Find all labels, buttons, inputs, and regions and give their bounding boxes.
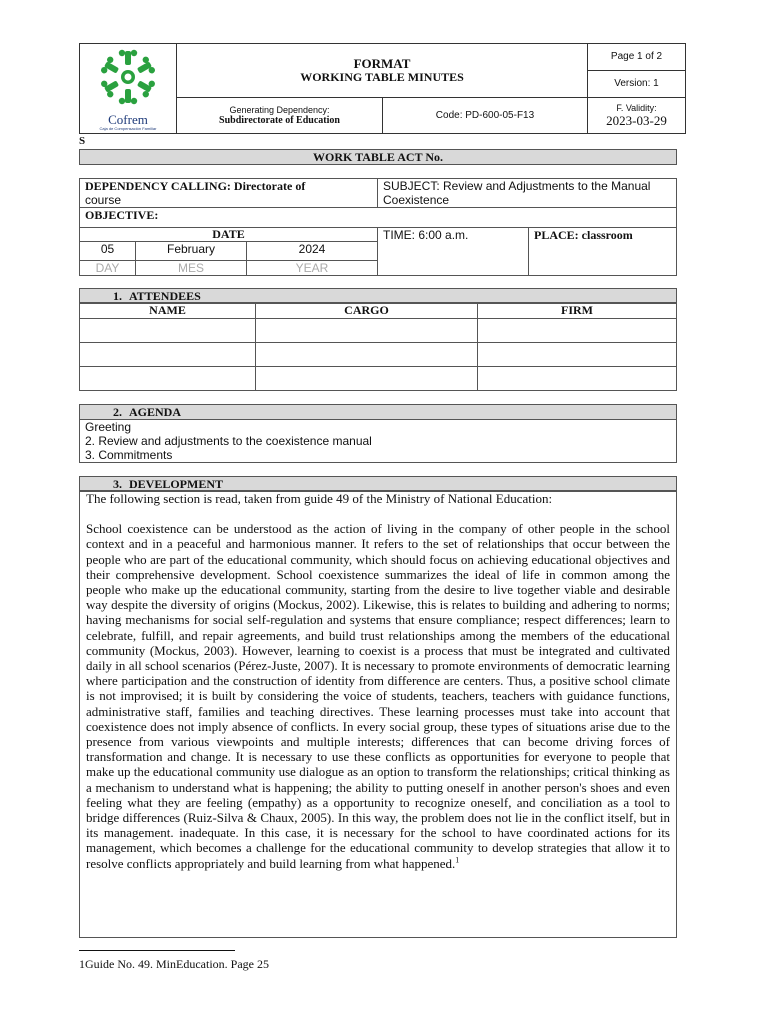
year-label: YEAR xyxy=(247,260,378,275)
date-day: 05 xyxy=(100,242,115,256)
agenda-item: Greeting xyxy=(85,420,132,434)
validity-cell xyxy=(588,98,686,134)
table-cell[interactable] xyxy=(256,319,478,343)
agenda-item: 2. Review and adjustments to the coexistence manual xyxy=(85,434,372,448)
subject-cell: SUBJECT: Review and Adjustments to the Manual Coexistence xyxy=(378,179,677,208)
table-row xyxy=(80,343,677,367)
col-cargo: CARGO xyxy=(256,303,478,319)
attendees-table xyxy=(79,302,677,391)
footnote-rule xyxy=(79,950,235,951)
cofrem-logo-icon xyxy=(96,47,160,107)
generating-cell xyxy=(177,98,383,134)
agenda-list xyxy=(79,419,677,463)
work-table-act-bar: WORK TABLE ACT No. xyxy=(79,149,677,165)
logo-cell xyxy=(80,44,177,134)
document-header xyxy=(79,43,686,134)
title-cell xyxy=(177,44,588,98)
logo-name: Cofrem xyxy=(108,111,148,127)
generating-value: Subdirectorate of Education xyxy=(219,115,340,126)
date-cell xyxy=(80,228,378,276)
dependency-value-2: course xyxy=(85,193,122,207)
development-text xyxy=(86,521,670,871)
version: Version: 1 xyxy=(614,78,659,89)
development-body xyxy=(79,490,677,938)
development-title: DEVELOPMENT xyxy=(129,477,224,491)
validity-value: 2023-03-29 xyxy=(606,112,667,128)
place-cell xyxy=(529,228,677,276)
objective-cell: OBJECTIVE: xyxy=(80,208,677,228)
agenda-title: AGENDA xyxy=(129,405,182,419)
agenda-bar xyxy=(79,404,677,420)
table-cell[interactable] xyxy=(80,319,256,343)
date-label: DATE xyxy=(80,228,377,242)
table-cell[interactable] xyxy=(478,367,677,391)
col-firm: FIRM xyxy=(478,303,677,319)
table-cell[interactable] xyxy=(80,367,256,391)
date-month: February xyxy=(136,242,247,260)
table-cell[interactable] xyxy=(80,343,256,367)
footnote-reference[interactable]: 1 xyxy=(455,855,460,865)
time-cell: TIME: 6:00 a.m. xyxy=(378,228,529,276)
month-label: MES xyxy=(136,260,247,275)
logo-tagline: Caja de Compensación Familiar xyxy=(99,125,157,131)
code-cell xyxy=(383,98,588,134)
development-intro: The following section is read, taken from guide 49 of the Ministry of National Education: xyxy=(86,491,553,506)
format-title: FORMAT xyxy=(353,56,411,71)
meeting-info-table xyxy=(79,178,677,276)
agenda-number: 2. xyxy=(113,405,122,419)
place-label: PLACE: xyxy=(534,228,579,242)
place-value: classroom xyxy=(581,228,633,242)
date-grid xyxy=(80,242,377,275)
day-label: DAY xyxy=(80,260,136,275)
attendees-number: 1. xyxy=(113,289,122,303)
agenda-item: 3. Commitments xyxy=(85,448,173,462)
table-cell[interactable] xyxy=(478,343,677,367)
validity-label: F. Validity: xyxy=(616,102,657,113)
col-name: NAME xyxy=(80,303,256,319)
document-code: Code: PD-600-05-F13 xyxy=(435,110,535,121)
development-paragraph: School coexistence can be understood as the action of living in the company of other people in the school context and in a peaceful and harmonious manner. It refers to the set of relationships that occur between the people who are part of the educational community, which should focus on achieving educational objectives and their comprehensive development. School coexistence summarizes the ideal of life in common among the people who make up the educational community, starting from the desire to live together viable and desirable way despite the diversity of origins (Mockus, 2002). Likewise, this is relates to building and adhering to norms; having mechanisms for social self-regulation and systems that ensure compliance; respect differences; learn to celebrate, fulfill, and repair agreements, and build trust relationships among the members of the educational community (Mockus, 2003). However, learning to coexist is a process that must be integrated and cultivated daily in all school scenarios (Pérez-Juste, 2007). It is necessary to promote environments of democratic learning where participation and the construction of identity from difference are centers. Thus, a positive school climate is not improvised; it is built by considering the voice of students, teachers, teachers with guidance functions, administrative staff, families and teaching directives. These learning processes must take into account that coexistence does not imply absence of conflicts. In every social group, these types of situations arise due to the presence from various viewpoints and multiple interests; differences that can become driving forces of transformation and change. It is necessary to use these conflicts as opportunities for everyone to people that make up the educational community use dialogue as an option to transform the relationships; critical thinking as a mechanism to understand what is happening; the ability to putting oneself in another person's shoes and even feeling what they are feeling (empathy) as a opportunity to recognize oneself, and conciliation as a tool to bridge differences (Ruiz-Silva & Chaux, 2005). In this way, the problem does not lie in the conflict itself, but in its management. inadequate. In this case, it is necessary for the school to have coordinated actions for its management, which becomes a challenge for the educational community to develop strategies that allow it to resolve conflicts appropriately and build learning from what happened. xyxy=(86,521,670,871)
attendees-title: ATTENDEES xyxy=(129,289,201,303)
format-subtitle: WORKING TABLE MINUTES xyxy=(300,70,464,84)
footnote: 1Guide No. 49. MinEducation. Page 25 xyxy=(79,957,269,971)
table-cell[interactable] xyxy=(256,343,478,367)
dependency-cell xyxy=(80,179,378,208)
page-number: Page 1 of 2 xyxy=(588,44,685,71)
generating-label: Generating Dependency: xyxy=(229,105,330,115)
dependency-label: DEPENDENCY CALLING: xyxy=(85,179,231,193)
stray-mark: S xyxy=(79,135,86,147)
table-cell[interactable] xyxy=(256,367,478,391)
development-number: 3. xyxy=(113,477,122,491)
table-row xyxy=(80,319,677,343)
table-row xyxy=(80,367,677,391)
table-cell[interactable] xyxy=(478,319,677,343)
page-version-cell xyxy=(588,44,686,98)
date-year: 2024 xyxy=(247,242,378,260)
dependency-value-1: Directorate of xyxy=(233,179,306,193)
